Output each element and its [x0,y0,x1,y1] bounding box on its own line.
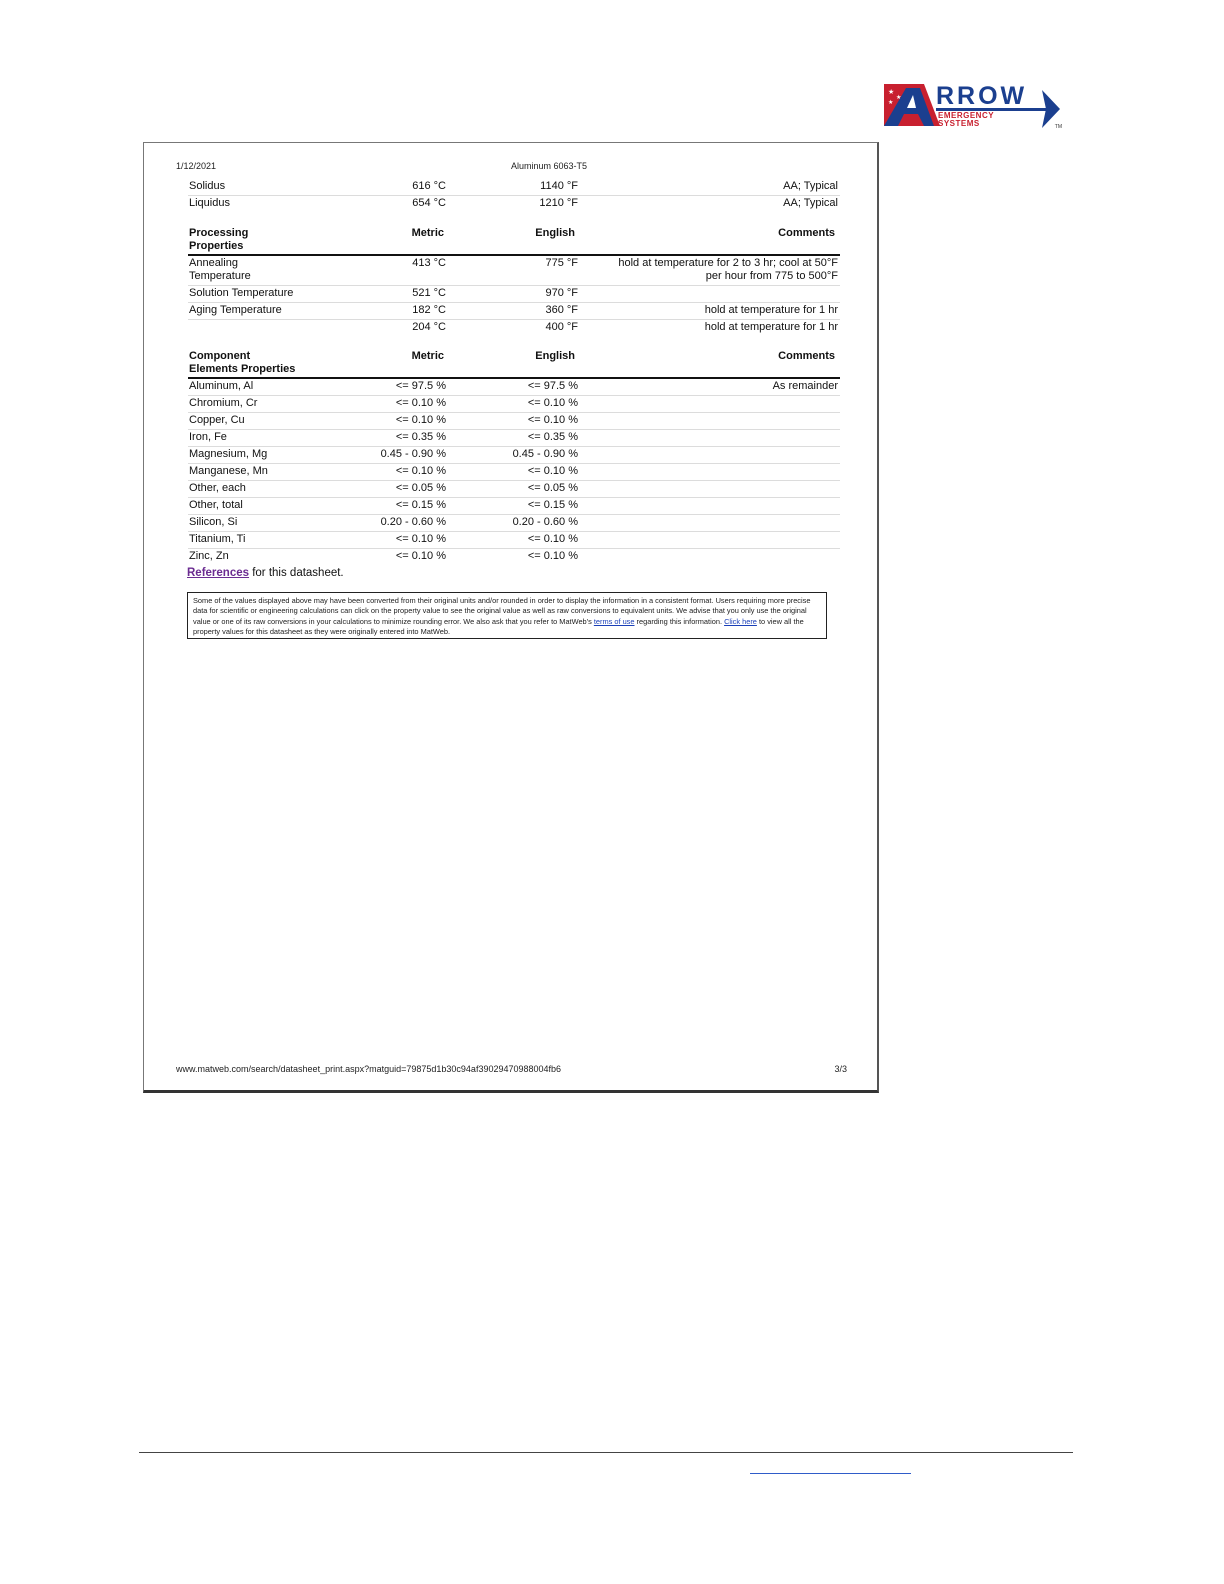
page-date: 1/12/2021 [176,161,217,171]
row-name: Copper, Cu [189,414,245,426]
row-english[interactable]: 1210 °F [539,197,578,209]
table-row [188,320,840,336]
row-name: Silicon, Si [189,516,238,528]
table-row [188,396,840,413]
svg-text:★: ★ [896,95,902,101]
row-metric[interactable]: 204 °C [412,321,446,333]
row-english[interactable]: <= 0.15 % [527,499,578,511]
row-name: Magnesium, Mg [189,448,268,460]
row-english[interactable]: <= 0.35 % [527,431,578,443]
header-name-line-1: Component [189,350,251,362]
table-row [188,379,840,396]
row-metric[interactable]: 182 °C [412,304,446,316]
row-name: Other, each [189,482,246,494]
row-english[interactable]: <= 0.10 % [527,550,578,562]
row-name: Solution Temperature [189,287,294,299]
header-metric: Metric [411,350,444,362]
row-name: Iron, Fe [189,431,227,443]
row-name: Titanium, Ti [189,533,246,545]
row-english[interactable]: <= 0.10 % [527,414,578,426]
table-row [188,430,840,447]
row-metric[interactable]: <= 0.10 % [395,414,446,426]
datasheet-page [143,142,879,1093]
references-link[interactable]: References [187,567,250,579]
row-english[interactable]: 360 °F [545,304,578,316]
table-row [188,413,840,430]
row-english[interactable]: <= 0.10 % [527,397,578,409]
row-metric[interactable]: 0.20 - 0.60 % [380,516,446,528]
table-row [188,498,840,515]
row-name: Zinc, Zn [189,550,229,562]
terms-of-use-link[interactable]: terms of use [593,616,635,626]
components-table [188,349,840,565]
row-english[interactable]: <= 0.10 % [527,465,578,477]
row-metric[interactable]: <= 0.10 % [395,533,446,545]
disclaimer-box [187,592,827,639]
row-metric[interactable]: <= 0.10 % [395,397,446,409]
table-header [188,226,840,256]
table-row [188,303,840,320]
row-comments: hold at temperature for 1 hr [704,304,838,316]
row-name: Aluminum, Al [189,380,254,392]
table-row [188,256,840,286]
row-english[interactable]: 0.20 - 0.60 % [512,516,578,528]
row-name: Other, total [189,499,243,511]
logo-word: RROW [936,82,1028,110]
header-name-line-2: Properties [189,240,244,252]
table-header [188,349,840,379]
row-english[interactable]: 1140 °F [540,180,578,192]
header-name [189,227,248,253]
disclaimer-text-3: to view all the property values for this datasheet as they were originally entered into MatWeb. [193,616,804,637]
svg-text:★: ★ [888,89,895,96]
row-name: Aging Temperature [189,304,282,316]
header-name-line-1: Processing [189,227,249,239]
logo-line-2: SYSTEMS [938,119,980,128]
page-number: 3/3 [834,1064,847,1074]
svg-text:★: ★ [888,100,894,106]
processing-table [188,226,840,336]
row-english[interactable]: <= 0.10 % [527,533,578,545]
row-metric[interactable]: 413 °C [412,257,446,269]
header-comments: Comments [778,227,835,239]
references-text: for this datasheet. [249,567,344,579]
row-comments-line-1: hold at temperature for 2 to 3 hr; cool at 50°F [618,257,838,269]
thermal-table [188,179,840,212]
row-name [189,257,251,283]
disclaimer-text-1: Some of the values displayed above may have been converted from their original units and/or rounded in order to display the information in a consistent format. Users requiring more precise data for scientific or engineering calculations can click on the property value to see the original value as well as raw conversions to equivalent units. We advise that you only use the original value or one of its raw conversions in your calculations to minimize rounding error. We also ask that you refer to MatWeb's [193,596,811,626]
row-metric[interactable]: 654 °C [412,197,446,209]
row-comments: As remainder [772,380,838,392]
row-metric[interactable]: 0.45 - 0.90 % [380,448,446,460]
logo-line-1: EMERGENCY [938,111,995,120]
logo-tm: TM [1054,124,1062,130]
row-english[interactable]: 400 °F [545,321,578,333]
footer-link-underline[interactable] [750,1473,911,1474]
row-comments-line-2: per hour from 775 to 500°F [705,270,838,282]
row-english[interactable]: <= 97.5 % [527,380,578,392]
row-comments: AA; Typical [783,180,838,192]
row-metric[interactable]: <= 0.05 % [395,482,446,494]
table-row [188,481,840,498]
click-here-link[interactable]: Click here [724,616,757,626]
row-name-line-1: Annealing [189,257,238,269]
header-english: English [535,227,575,239]
row-name-line-2: Temperature [189,270,251,282]
header-name-line-2: Elements Properties [189,363,296,375]
row-comments: hold at temperature for 1 hr [704,321,838,333]
row-name: Manganese, Mn [189,465,268,477]
row-name: Chromium, Cr [189,397,258,409]
table-row [188,286,840,303]
page-title: Aluminum 6063-T5 [511,161,588,171]
row-metric[interactable]: 521 °C [412,287,446,299]
disclaimer-text-2: regarding this information. [634,616,725,626]
table-row [188,196,840,212]
header-english: English [535,350,575,362]
logo-subtitle [938,112,994,128]
row-metric[interactable]: <= 0.35 % [395,431,446,443]
row-comments: AA; Typical [783,197,838,209]
table-row [188,549,840,565]
row-metric[interactable]: 616 °C [412,180,446,192]
row-metric[interactable]: <= 0.10 % [395,550,446,562]
row-name: Liquidus [189,197,230,209]
row-comments [618,257,838,283]
arrow-logo [882,82,1062,132]
table-row [188,179,840,196]
page-footer-url: www.matweb.com/search/datasheet_print.aspx?matguid=79875d1b30c94af39029470988004fb6 [176,1064,562,1074]
table-row [188,515,840,532]
header-name [189,350,295,376]
table-row [188,532,840,549]
row-english[interactable]: 0.45 - 0.90 % [512,448,578,460]
table-row [188,464,840,481]
row-english[interactable]: <= 0.05 % [527,482,578,494]
header-metric: Metric [411,227,444,239]
row-metric[interactable]: <= 97.5 % [395,380,446,392]
row-english[interactable]: 775 °F [545,257,578,269]
table-row [188,447,840,464]
row-english[interactable]: 970 °F [545,287,578,299]
row-name: Solidus [189,180,226,192]
references-line [187,567,344,579]
header-comments: Comments [778,350,835,362]
row-metric[interactable]: <= 0.10 % [395,465,446,477]
row-metric[interactable]: <= 0.15 % [395,499,446,511]
footer-divider [139,1452,1073,1453]
